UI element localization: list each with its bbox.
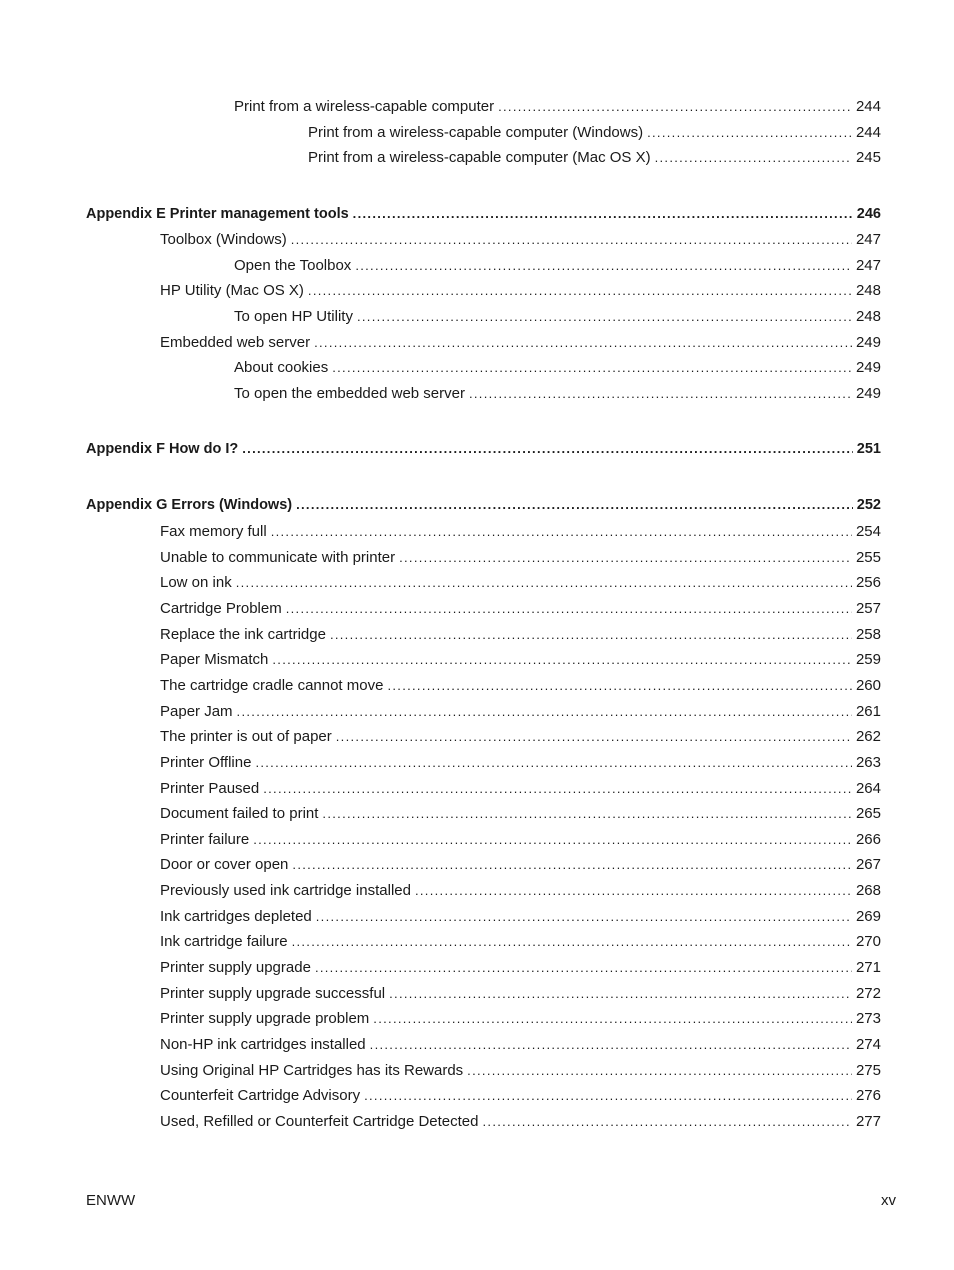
toc-entry-page: 255 [855, 549, 881, 566]
toc-entry-page: 268 [855, 882, 881, 899]
toc-entry-page: 257 [855, 600, 881, 617]
toc-entry-page: 248 [855, 308, 881, 325]
dot-leader [332, 359, 852, 377]
toc-entry-title: HP Utility (Mac OS X) [160, 282, 304, 299]
toc-entry[interactable] [160, 647, 881, 669]
dot-leader [387, 677, 852, 695]
toc-entry-page: 264 [855, 780, 881, 797]
dot-leader [242, 440, 853, 458]
toc-entry[interactable] [308, 145, 881, 167]
dot-leader [272, 651, 852, 669]
toc-entry[interactable] [234, 381, 881, 403]
toc-entry-title: Used, Refilled or Counterfeit Cartridge Detected [160, 1113, 479, 1130]
toc-entry-title: Fax memory full [160, 523, 267, 540]
dot-leader [353, 205, 853, 223]
toc-entry[interactable] [160, 227, 881, 249]
toc-appendix-entry[interactable] [86, 492, 881, 514]
toc-entry[interactable] [160, 278, 881, 300]
toc-entry[interactable] [160, 801, 881, 823]
toc-entry[interactable] [160, 622, 881, 644]
toc-entry[interactable] [160, 904, 881, 926]
dot-leader [291, 231, 852, 249]
toc-entry-title: Embedded web server [160, 334, 311, 351]
dot-leader [316, 908, 852, 926]
toc-entry-page: 274 [855, 1036, 881, 1053]
toc-appendix-entry[interactable] [86, 201, 881, 223]
toc-entry-page: 259 [855, 651, 881, 668]
toc-entry-page: 246 [856, 206, 881, 222]
dot-leader [263, 780, 852, 798]
dot-leader [483, 1113, 852, 1131]
toc-entry-page: 249 [855, 334, 881, 351]
toc-entry-page: 244 [855, 98, 881, 115]
toc-entry-title: Previously used ink cartridge installed [160, 882, 411, 899]
toc-entry-page: 265 [855, 805, 881, 822]
toc-entry-page: 251 [856, 441, 881, 457]
toc-entry-page: 244 [855, 124, 881, 141]
dot-leader [357, 308, 852, 326]
toc-entry-page: 261 [855, 703, 881, 720]
toc-entry-title: Low on ink [160, 574, 232, 591]
dot-leader [467, 1062, 852, 1080]
toc-entry-page: 270 [855, 933, 881, 950]
toc-entry[interactable] [160, 776, 881, 798]
toc-entry[interactable] [234, 304, 881, 326]
toc-entry-title: Cartridge Problem [160, 600, 282, 617]
dot-leader [308, 282, 852, 300]
toc-entry[interactable] [160, 981, 881, 1003]
toc-entry-page: 275 [855, 1062, 881, 1079]
toc-entry-page: 277 [855, 1113, 881, 1130]
toc-entry-page: 258 [855, 626, 881, 643]
toc-entry-title: Door or cover open [160, 856, 289, 873]
toc-entry-title: Using Original HP Cartridges has its Rewards [160, 1062, 464, 1079]
toc-entry-title: To open HP Utility [234, 308, 353, 325]
toc-entry[interactable] [160, 724, 881, 746]
toc-entry[interactable] [160, 1032, 881, 1054]
toc-entry-page: 254 [855, 523, 881, 540]
dot-leader [253, 831, 852, 849]
toc-entry[interactable] [160, 878, 881, 900]
toc-entry[interactable] [160, 596, 881, 618]
toc-entry[interactable] [160, 955, 881, 977]
footer-label: ENWW [86, 1192, 136, 1209]
toc-entry-page: 247 [855, 231, 881, 248]
toc-entry-title: Paper Jam [160, 703, 233, 720]
toc-entry-title: Appendix F How do I? [86, 441, 239, 457]
toc-entry-title: Counterfeit Cartridge Advisory [160, 1087, 361, 1104]
toc-entry-page: 272 [855, 985, 881, 1002]
toc-entry-page: 252 [856, 497, 881, 513]
toc-entry[interactable] [160, 330, 881, 352]
dot-leader [355, 257, 852, 275]
toc-entry-title: Toolbox (Windows) [160, 231, 287, 248]
dot-leader [271, 523, 852, 541]
toc-entry-title: Open the Toolbox [234, 257, 352, 274]
toc-entry[interactable] [160, 673, 881, 695]
toc-entry[interactable] [234, 355, 881, 377]
toc-entry-title: Non-HP ink cartridges installed [160, 1036, 366, 1053]
dot-leader [336, 728, 852, 746]
dot-leader [292, 856, 852, 874]
toc-entry-page: 249 [855, 385, 881, 402]
toc-entry-title: Replace the ink cartridge [160, 626, 326, 643]
toc-entry-title: Printer supply upgrade successful [160, 985, 386, 1002]
toc-entry-title: To open the embedded web server [234, 385, 465, 402]
toc-entry-title: Appendix G Errors (Windows) [86, 497, 293, 513]
dot-leader [415, 882, 852, 900]
dot-leader [389, 985, 852, 1003]
toc-entry-title: Document failed to print [160, 805, 319, 822]
toc-entry-title: The cartridge cradle cannot move [160, 677, 384, 694]
dot-leader [286, 600, 852, 618]
dot-leader [296, 496, 853, 514]
dot-leader [370, 1036, 852, 1054]
toc-entry-title: Printer supply upgrade [160, 959, 311, 976]
toc-entry-page: 269 [855, 908, 881, 925]
toc-entry-page: 248 [855, 282, 881, 299]
toc-entry-title: The printer is out of paper [160, 728, 332, 745]
dot-leader [364, 1087, 852, 1105]
toc-entry-page: 271 [855, 959, 881, 976]
dot-leader [237, 703, 852, 721]
toc-entry[interactable] [160, 519, 881, 541]
toc-entry-page: 267 [855, 856, 881, 873]
toc-entry-title: About cookies [234, 359, 329, 376]
toc-entry-page: 263 [855, 754, 881, 771]
toc-entry[interactable] [160, 570, 881, 592]
toc-entry-title: Unable to communicate with printer [160, 549, 396, 566]
toc-entry[interactable] [160, 929, 881, 951]
dot-leader [373, 1010, 852, 1028]
toc-entry[interactable] [160, 750, 881, 772]
toc-entry[interactable] [160, 545, 881, 567]
toc-entry-page: 256 [855, 574, 881, 591]
toc-entry[interactable] [160, 699, 881, 721]
dot-leader [315, 959, 852, 977]
dot-leader [647, 124, 852, 142]
toc-entry[interactable] [160, 1083, 881, 1105]
dot-leader [498, 98, 852, 116]
toc-entry[interactable] [234, 94, 881, 116]
dot-leader [314, 334, 852, 352]
dot-leader [236, 574, 852, 592]
dot-leader [330, 626, 852, 644]
toc-entry-page: 266 [855, 831, 881, 848]
toc-entry-page: 276 [855, 1087, 881, 1104]
toc-entry-page: 273 [855, 1010, 881, 1027]
toc-entry-title: Printer supply upgrade problem [160, 1010, 370, 1027]
toc-entry[interactable] [234, 253, 881, 275]
dot-leader [469, 385, 852, 403]
dot-leader [399, 549, 852, 567]
toc-entry-title: Print from a wireless-capable computer (Mac OS X) [308, 149, 651, 166]
toc-entry-title: Print from a wireless-capable computer (Windows) [308, 124, 644, 141]
toc-entry[interactable] [308, 120, 881, 142]
toc-entry-page: 245 [855, 149, 881, 166]
toc-entry-title: Ink cartridge failure [160, 933, 288, 950]
toc-entry-title: Paper Mismatch [160, 651, 269, 668]
toc-entry-title: Printer Paused [160, 780, 260, 797]
toc-entry[interactable] [160, 852, 881, 874]
toc-entry-title: Print from a wireless-capable computer [234, 98, 495, 115]
dot-leader [292, 933, 852, 951]
toc-entry-page: 247 [855, 257, 881, 274]
toc-entry-page: 262 [855, 728, 881, 745]
toc-entry-page: 260 [855, 677, 881, 694]
dot-leader [655, 149, 852, 167]
toc-entry[interactable] [160, 1109, 881, 1131]
page-number: xv [881, 1192, 896, 1209]
dot-leader [255, 754, 852, 772]
toc-entry-page: 249 [855, 359, 881, 376]
toc-entry-title: Appendix E Printer management tools [86, 206, 349, 222]
toc-entry[interactable] [160, 1058, 881, 1080]
toc-entry-title: Printer Offline [160, 754, 252, 771]
toc-appendix-entry[interactable] [86, 436, 881, 458]
dot-leader [322, 805, 852, 823]
toc-entry-title: Printer failure [160, 831, 250, 848]
toc-entry-title: Ink cartridges depleted [160, 908, 312, 925]
toc-entry[interactable] [160, 1006, 881, 1028]
toc-entry[interactable] [160, 827, 881, 849]
